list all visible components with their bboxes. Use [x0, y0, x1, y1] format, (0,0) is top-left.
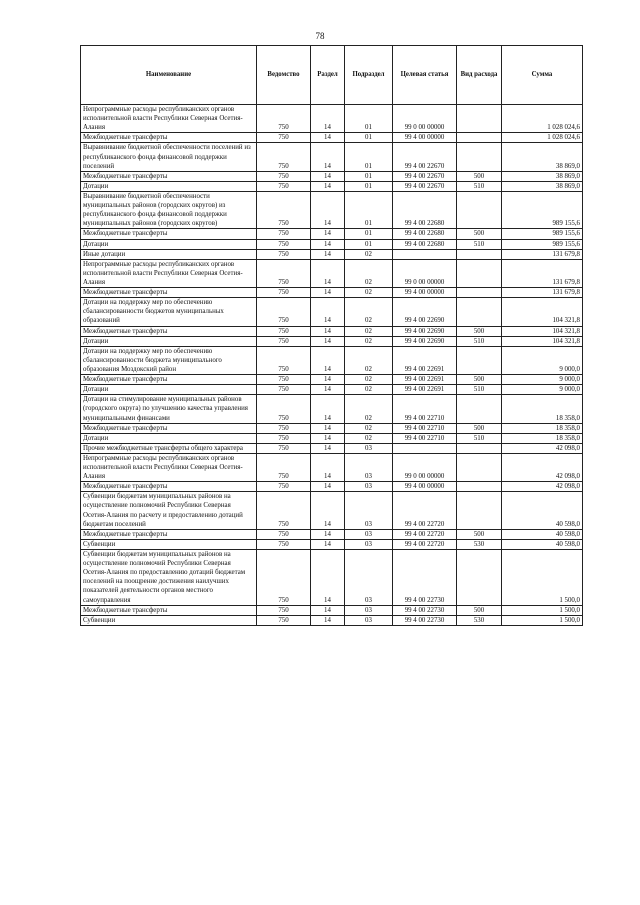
cell-subsection: 02	[345, 249, 393, 259]
cell-section: 14	[311, 346, 345, 374]
cell-exp-type: 500	[457, 529, 502, 539]
cell-exp-type: 500	[457, 605, 502, 615]
cell-sum: 18 358,0	[502, 423, 583, 433]
cell-name: Межбюджетные трансферты	[81, 423, 257, 433]
table-row	[81, 395, 583, 423]
cell-name: Дотации	[81, 336, 257, 346]
cell-article: 99 4 00 22720	[393, 529, 457, 539]
cell-exp-type: 500	[457, 229, 502, 239]
cell-exp-type	[457, 288, 502, 298]
cell-section: 14	[311, 395, 345, 423]
cell-sum: 1 028 024,6	[502, 105, 583, 133]
cell-name: Дотации на поддержку мер по обеспечению сбалансированности бюджета муниципального образования Моздокский район	[81, 346, 257, 374]
cell-sum: 989 155,6	[502, 191, 583, 228]
cell-article: 99 4 00 22690	[393, 326, 457, 336]
cell-sum: 989 155,6	[502, 239, 583, 249]
cell-exp-type	[457, 443, 502, 453]
table-row	[81, 239, 583, 249]
cell-name: Иные дотации	[81, 249, 257, 259]
page-number: 78	[315, 31, 325, 41]
cell-section: 14	[311, 443, 345, 453]
cell-subsection: 01	[345, 239, 393, 249]
table-row	[81, 453, 583, 481]
cell-dept: 750	[257, 191, 311, 228]
cell-sum: 38 869,0	[502, 143, 583, 171]
cell-name: Межбюджетные трансферты	[81, 375, 257, 385]
table-row	[81, 443, 583, 453]
table-row	[81, 259, 583, 287]
cell-name: Субвенции	[81, 539, 257, 549]
cell-subsection: 02	[345, 433, 393, 443]
cell-section: 14	[311, 385, 345, 395]
cell-section: 14	[311, 105, 345, 133]
table-row	[81, 385, 583, 395]
table-row	[81, 615, 583, 625]
cell-article	[393, 249, 457, 259]
cell-exp-type: 530	[457, 615, 502, 625]
cell-sum: 104 321,8	[502, 336, 583, 346]
cell-exp-type: 510	[457, 385, 502, 395]
cell-name: Дотации на поддержку мер по обеспечению сбалансированности бюджетов муниципальных образований	[81, 298, 257, 326]
cell-subsection: 02	[345, 336, 393, 346]
table-row	[81, 171, 583, 181]
cell-article: 99 4 00 00000	[393, 133, 457, 143]
cell-exp-type	[457, 298, 502, 326]
cell-article: 99 4 00 22690	[393, 336, 457, 346]
cell-article: 99 4 00 22670	[393, 181, 457, 191]
cell-article: 99 4 00 22670	[393, 143, 457, 171]
cell-article: 99 4 00 22680	[393, 191, 457, 228]
cell-subsection: 03	[345, 539, 393, 549]
cell-subsection: 02	[345, 375, 393, 385]
cell-sum: 42 098,0	[502, 443, 583, 453]
cell-sum: 40 598,0	[502, 539, 583, 549]
cell-exp-type	[457, 482, 502, 492]
cell-sum: 38 869,0	[502, 181, 583, 191]
cell-name: Дотации на стимулирование муниципальных районов (городского округа) по улучшению качества управления муниципальными финансами	[81, 395, 257, 423]
cell-section: 14	[311, 143, 345, 171]
cell-sum: 1 500,0	[502, 550, 583, 606]
cell-section: 14	[311, 482, 345, 492]
cell-section: 14	[311, 259, 345, 287]
cell-dept: 750	[257, 605, 311, 615]
cell-dept: 750	[257, 423, 311, 433]
table-row	[81, 346, 583, 374]
cell-dept: 750	[257, 181, 311, 191]
cell-name: Межбюджетные трансферты	[81, 326, 257, 336]
cell-sum: 131 679,8	[502, 288, 583, 298]
cell-exp-type: 530	[457, 539, 502, 549]
cell-section: 14	[311, 326, 345, 336]
cell-dept: 750	[257, 259, 311, 287]
cell-subsection: 01	[345, 181, 393, 191]
cell-dept: 750	[257, 443, 311, 453]
cell-section: 14	[311, 529, 345, 539]
cell-dept: 750	[257, 171, 311, 181]
cell-subsection: 01	[345, 143, 393, 171]
cell-subsection: 01	[345, 191, 393, 228]
table-row	[81, 229, 583, 239]
cell-name: Субвенции	[81, 615, 257, 625]
cell-article: 99 0 00 00000	[393, 259, 457, 287]
cell-dept: 750	[257, 326, 311, 336]
cell-subsection: 01	[345, 171, 393, 181]
cell-exp-type	[457, 143, 502, 171]
cell-article: 99 4 00 00000	[393, 288, 457, 298]
table-row	[81, 336, 583, 346]
cell-section: 14	[311, 433, 345, 443]
header-dept: Ведомство	[257, 46, 311, 105]
table-row	[81, 375, 583, 385]
cell-name: Субвенции бюджетам муниципальных районов на осуществление полномочий Республики Северная Осетия-Алания по расчету и предоставлению дотаций бюджетам поселений	[81, 492, 257, 529]
cell-exp-type	[457, 191, 502, 228]
cell-dept: 750	[257, 298, 311, 326]
cell-sum: 38 869,0	[502, 171, 583, 181]
cell-section: 14	[311, 605, 345, 615]
cell-sum: 9 000,0	[502, 385, 583, 395]
cell-exp-type	[457, 492, 502, 529]
table-row	[81, 539, 583, 549]
header-article: Целевая статья	[393, 46, 457, 105]
cell-sum: 42 098,0	[502, 453, 583, 481]
cell-exp-type	[457, 249, 502, 259]
cell-dept: 750	[257, 346, 311, 374]
cell-sum: 989 155,6	[502, 229, 583, 239]
cell-sum: 104 321,8	[502, 298, 583, 326]
cell-subsection: 03	[345, 529, 393, 539]
cell-article: 99 4 00 22720	[393, 492, 457, 529]
cell-dept: 750	[257, 492, 311, 529]
table-row	[81, 133, 583, 143]
cell-article: 99 4 00 22720	[393, 539, 457, 549]
cell-name: Межбюджетные трансферты	[81, 171, 257, 181]
cell-name: Межбюджетные трансферты	[81, 482, 257, 492]
cell-exp-type: 510	[457, 433, 502, 443]
cell-article: 99 0 00 00000	[393, 453, 457, 481]
cell-article: 99 4 00 22730	[393, 550, 457, 606]
table-row	[81, 181, 583, 191]
cell-dept: 750	[257, 529, 311, 539]
table-row	[81, 326, 583, 336]
cell-exp-type	[457, 346, 502, 374]
cell-subsection: 03	[345, 482, 393, 492]
cell-dept: 750	[257, 550, 311, 606]
cell-dept: 750	[257, 288, 311, 298]
cell-article: 99 4 00 22710	[393, 423, 457, 433]
cell-dept: 750	[257, 615, 311, 625]
header-exp-type: Вид расхода	[457, 46, 502, 105]
cell-name: Выравнивание бюджетной обеспеченности муниципальных районов (городских округов) из республиканского фонда финансовой поддержки муниципальных районов (городских округов)	[81, 191, 257, 228]
cell-name: Дотации	[81, 433, 257, 443]
cell-article: 99 4 00 22691	[393, 346, 457, 374]
cell-name: Непрограммные расходы республиканских органов исполнительной власти Республики Северная Осетия-Алания	[81, 453, 257, 481]
cell-section: 14	[311, 336, 345, 346]
cell-subsection: 03	[345, 492, 393, 529]
cell-section: 14	[311, 288, 345, 298]
cell-exp-type: 500	[457, 171, 502, 181]
cell-section: 14	[311, 239, 345, 249]
cell-name: Непрограммные расходы республиканских органов исполнительной власти Республики Северная Осетия-Алания	[81, 105, 257, 133]
cell-article: 99 4 00 22670	[393, 171, 457, 181]
cell-section: 14	[311, 615, 345, 625]
cell-dept: 750	[257, 539, 311, 549]
budget-table	[80, 45, 583, 626]
cell-name: Дотации	[81, 181, 257, 191]
cell-name: Дотации	[81, 385, 257, 395]
cell-section: 14	[311, 550, 345, 606]
cell-article: 99 4 00 22680	[393, 239, 457, 249]
cell-dept: 750	[257, 482, 311, 492]
table-row	[81, 605, 583, 615]
cell-sum: 1 028 024,6	[502, 133, 583, 143]
table-row	[81, 529, 583, 539]
table-row	[81, 249, 583, 259]
table-header-row	[81, 46, 583, 105]
cell-section: 14	[311, 191, 345, 228]
cell-subsection: 02	[345, 385, 393, 395]
cell-article: 99 4 00 22710	[393, 395, 457, 423]
cell-sum: 40 598,0	[502, 529, 583, 539]
cell-dept: 750	[257, 105, 311, 133]
cell-exp-type: 510	[457, 181, 502, 191]
cell-subsection: 02	[345, 346, 393, 374]
cell-subsection: 03	[345, 453, 393, 481]
cell-name: Межбюджетные трансферты	[81, 288, 257, 298]
cell-exp-type	[457, 395, 502, 423]
cell-sum: 42 098,0	[502, 482, 583, 492]
cell-subsection: 02	[345, 288, 393, 298]
table-row	[81, 492, 583, 529]
cell-exp-type	[457, 550, 502, 606]
cell-subsection: 02	[345, 395, 393, 423]
cell-dept: 750	[257, 433, 311, 443]
cell-exp-type: 510	[457, 336, 502, 346]
cell-exp-type: 500	[457, 423, 502, 433]
cell-name: Межбюджетные трансферты	[81, 605, 257, 615]
table-row	[81, 288, 583, 298]
cell-subsection: 01	[345, 229, 393, 239]
cell-subsection: 01	[345, 105, 393, 133]
cell-section: 14	[311, 249, 345, 259]
cell-article: 99 4 00 22730	[393, 615, 457, 625]
table-row	[81, 433, 583, 443]
cell-subsection: 02	[345, 259, 393, 287]
cell-exp-type	[457, 259, 502, 287]
cell-section: 14	[311, 133, 345, 143]
cell-sum: 1 500,0	[502, 615, 583, 625]
cell-article: 99 4 00 22690	[393, 298, 457, 326]
cell-dept: 750	[257, 453, 311, 481]
cell-name: Дотации	[81, 239, 257, 249]
cell-section: 14	[311, 298, 345, 326]
table-body	[81, 105, 583, 626]
cell-exp-type	[457, 133, 502, 143]
cell-name: Выравнивание бюджетной обеспеченности поселений из республиканского фонда финансовой поддержки поселений	[81, 143, 257, 171]
table-row	[81, 143, 583, 171]
cell-subsection: 03	[345, 443, 393, 453]
cell-article: 99 4 00 22710	[393, 433, 457, 443]
cell-section: 14	[311, 171, 345, 181]
cell-exp-type: 500	[457, 375, 502, 385]
cell-name: Прочие межбюджетные трансферты общего характера	[81, 443, 257, 453]
cell-dept: 750	[257, 249, 311, 259]
cell-name: Непрограммные расходы республиканских органов исполнительной власти Республики Северная Осетия-Алания	[81, 259, 257, 287]
cell-subsection: 03	[345, 550, 393, 606]
cell-sum: 131 679,8	[502, 249, 583, 259]
cell-section: 14	[311, 375, 345, 385]
table-row	[81, 298, 583, 326]
cell-sum: 131 679,8	[502, 259, 583, 287]
cell-dept: 750	[257, 143, 311, 171]
cell-sum: 104 321,8	[502, 326, 583, 336]
cell-exp-type	[457, 453, 502, 481]
header-sum: Сумма	[502, 46, 583, 105]
cell-article: 99 4 00 00000	[393, 482, 457, 492]
cell-dept: 750	[257, 336, 311, 346]
cell-section: 14	[311, 423, 345, 433]
cell-subsection: 02	[345, 326, 393, 336]
cell-subsection: 03	[345, 605, 393, 615]
cell-name: Субвенции бюджетам муниципальных районов на осуществление полномочий Республики Северная Осетия-Алания по предоставлению дотаций бюджетам поселений на поощрение достижения наилучших показателей деятельности органов местного самоуправления	[81, 550, 257, 606]
cell-subsection: 03	[345, 615, 393, 625]
header-subsection: Подраздел	[345, 46, 393, 105]
header-name: Наименование	[81, 46, 257, 105]
cell-dept: 750	[257, 229, 311, 239]
cell-subsection: 01	[345, 133, 393, 143]
cell-section: 14	[311, 453, 345, 481]
cell-article: 99 4 00 22680	[393, 229, 457, 239]
cell-sum: 9 000,0	[502, 375, 583, 385]
cell-sum: 18 358,0	[502, 395, 583, 423]
cell-name: Межбюджетные трансферты	[81, 529, 257, 539]
cell-subsection: 02	[345, 298, 393, 326]
cell-article: 99 4 00 22691	[393, 375, 457, 385]
cell-article: 99 4 00 22691	[393, 385, 457, 395]
table-row	[81, 550, 583, 606]
cell-article: 99 0 00 00000	[393, 105, 457, 133]
cell-sum: 18 358,0	[502, 433, 583, 443]
cell-dept: 750	[257, 375, 311, 385]
cell-exp-type	[457, 105, 502, 133]
cell-name: Межбюджетные трансферты	[81, 229, 257, 239]
cell-dept: 750	[257, 133, 311, 143]
cell-dept: 750	[257, 385, 311, 395]
cell-name: Межбюджетные трансферты	[81, 133, 257, 143]
cell-section: 14	[311, 539, 345, 549]
cell-sum: 1 500,0	[502, 605, 583, 615]
cell-article: 99 4 00 22730	[393, 605, 457, 615]
cell-exp-type: 500	[457, 326, 502, 336]
cell-section: 14	[311, 181, 345, 191]
table-row	[81, 105, 583, 133]
table-row	[81, 482, 583, 492]
cell-section: 14	[311, 229, 345, 239]
cell-dept: 750	[257, 395, 311, 423]
cell-article	[393, 443, 457, 453]
cell-exp-type: 510	[457, 239, 502, 249]
table-row	[81, 423, 583, 433]
cell-sum: 9 000,0	[502, 346, 583, 374]
cell-dept: 750	[257, 239, 311, 249]
table-row	[81, 191, 583, 228]
cell-section: 14	[311, 492, 345, 529]
cell-subsection: 02	[345, 423, 393, 433]
cell-sum: 40 598,0	[502, 492, 583, 529]
header-section: Раздел	[311, 46, 345, 105]
